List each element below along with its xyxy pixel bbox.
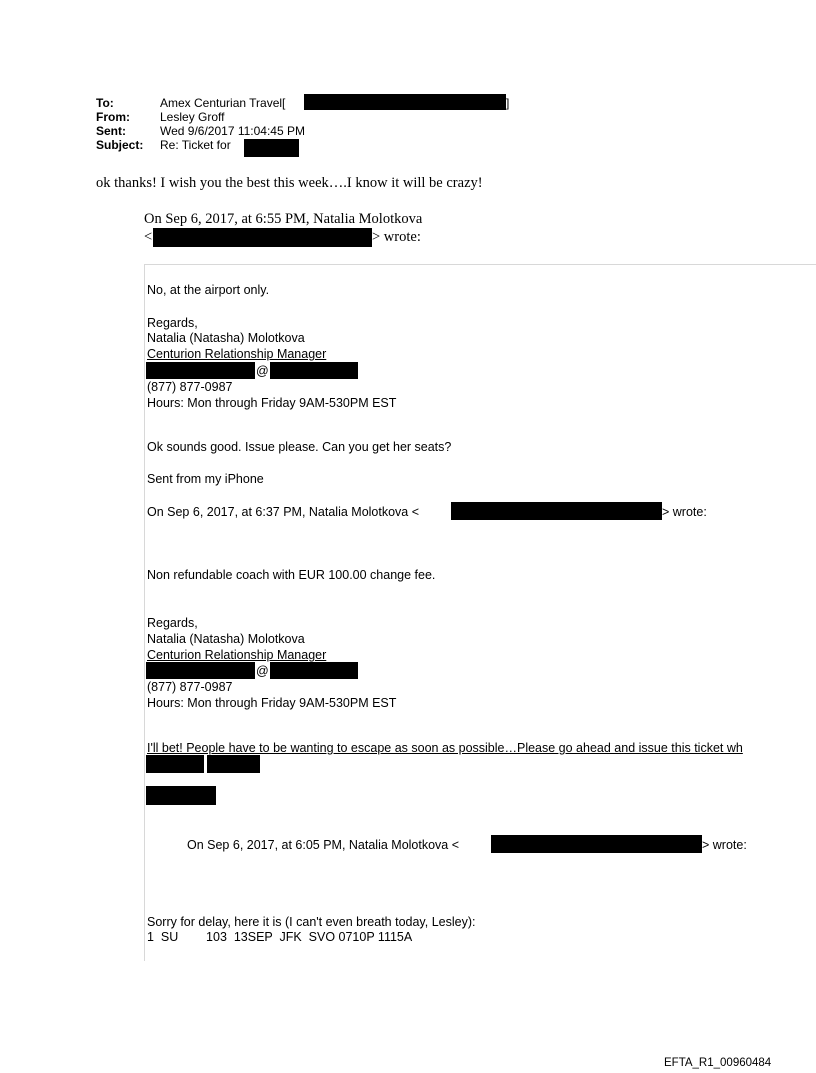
signature-name: Natalia (Natasha) Molotkova: [147, 331, 305, 345]
quoted-msg-delay: Sorry for delay, here it is (I can't even breath today, Lesley):: [147, 915, 476, 929]
signature2-phone: (877) 877-0987: [147, 680, 233, 694]
redaction-sender-name: [146, 786, 216, 805]
sent-value: Wed 9/6/2017 11:04:45 PM: [160, 124, 305, 138]
redaction-signature2-email-user: [146, 662, 255, 679]
redaction-signature2-email-domain: [270, 662, 358, 679]
attribution-close: > wrote:: [372, 229, 421, 245]
from-value: Lesley Groff: [160, 110, 225, 124]
quoted-msg-issue: Ok sounds good. Issue please. Can you get her seats?: [147, 440, 452, 454]
redaction-subject: [244, 139, 299, 157]
to-value: Amex Centurian Travel[: [160, 96, 286, 110]
signature-phone: (877) 877-0987: [147, 380, 233, 394]
itinerary-line: 1 SU 103 13SEP JFK SVO 0710P 1115A: [147, 930, 413, 944]
quoted-msg-airport: No, at the airport only.: [147, 283, 270, 297]
signature2-title: Centurion Relationship Manager: [147, 648, 327, 662]
redaction-attribution-637-email: [451, 502, 662, 520]
sent-from-iphone: Sent from my iPhone: [147, 472, 264, 486]
attribution-637: On Sep 6, 2017, at 6:37 PM, Natalia Molotkova <: [147, 505, 420, 519]
attribution-open: <: [144, 229, 153, 245]
subject-label: Subject:: [96, 138, 144, 152]
redaction-to-email: [304, 94, 506, 110]
to-label: To:: [96, 96, 114, 110]
signature-regards: Regards,: [147, 316, 198, 330]
redaction-signature-email-domain: [270, 362, 358, 379]
redaction-attribution-605-email: [491, 835, 702, 853]
from-label: From:: [96, 110, 130, 124]
signature-at: @: [256, 364, 269, 378]
redaction-attribution-email: [153, 228, 372, 247]
signature-hours: Hours: Mon through Friday 9AM-530PM EST: [147, 396, 397, 410]
attribution-line: On Sep 6, 2017, at 6:55 PM, Natalia Molotkova: [144, 211, 423, 227]
attribution-605-close: > wrote:: [702, 838, 747, 852]
signature-title: Centurion Relationship Manager: [147, 347, 327, 361]
sent-label: Sent:: [96, 124, 126, 138]
bates-number: EFTA_R1_00960484: [664, 1057, 772, 1069]
redaction-signature-email-user: [146, 362, 255, 379]
quoted-msg-fare: Non refundable coach with EUR 100.00 change fee.: [147, 568, 436, 582]
redaction-escape-name-1: [146, 755, 204, 773]
signature2-hours: Hours: Mon through Friday 9AM-530PM EST: [147, 696, 397, 710]
to-close-bracket: ]: [506, 96, 510, 110]
subject-value: Re: Ticket for: [160, 138, 231, 152]
signature2-name: Natalia (Natasha) Molotkova: [147, 632, 305, 646]
signature2-regards: Regards,: [147, 616, 198, 630]
attribution-637-close: > wrote:: [662, 505, 707, 519]
reply-text: ok thanks! I wish you the best this week….I know it will be crazy!: [96, 175, 483, 191]
signature2-at: @: [256, 664, 269, 678]
redaction-escape-name-2: [207, 755, 260, 773]
attribution-605: On Sep 6, 2017, at 6:05 PM, Natalia Molotkova <: [187, 838, 460, 852]
quoted-msg-escape: I'll bet! People have to be wanting to escape as soon as possible…Please go ahead and issue this ticket wh: [147, 741, 743, 755]
